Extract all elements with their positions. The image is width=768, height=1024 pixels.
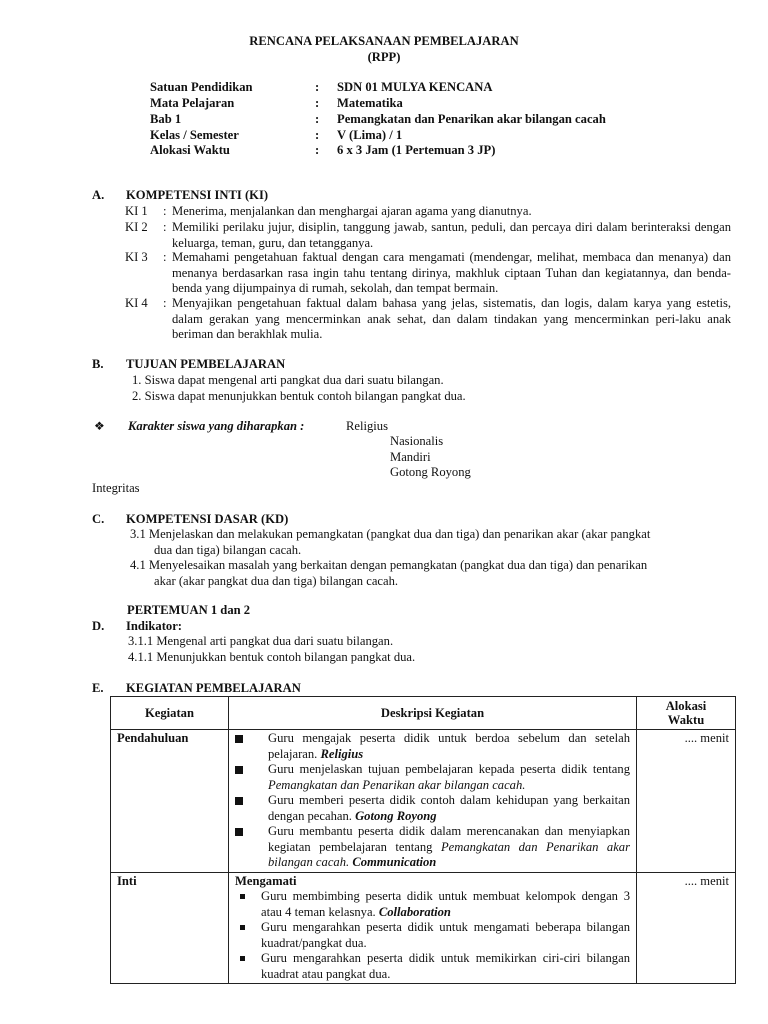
kegiatan-table bbox=[110, 696, 736, 984]
square-bullet-icon bbox=[240, 956, 245, 961]
karakter-value: Mandiri bbox=[390, 450, 431, 464]
section-letter: E. bbox=[92, 681, 104, 695]
identity-colon: : bbox=[315, 112, 320, 126]
section-title: Indikator: bbox=[126, 619, 182, 633]
item-text: Guru menjelaskan tujuan pembelajaran kepada peserta didik tentang bbox=[268, 762, 630, 776]
kd-text-cont: dua dan tiga) bilangan cacah. bbox=[154, 542, 302, 557]
identity-value: 6 x 3 Jam (1 Pertemuan 3 JP) bbox=[337, 143, 496, 157]
list-item: 3.1.1 Mengenal arti pangkat dua dari suatu bilangan. bbox=[128, 634, 394, 648]
section-letter: B. bbox=[92, 357, 104, 371]
diamond-bullet-icon: ❖ bbox=[94, 419, 105, 433]
item-text: Guru mengarahkan peserta didik untuk memikirkan ciri-ciri bilangan kuadrat atau pangkat dua. bbox=[261, 951, 630, 981]
character-tag: Collaboration bbox=[378, 904, 451, 919]
list-item bbox=[235, 731, 630, 762]
square-bullet-icon bbox=[240, 925, 245, 930]
table-header-text: Alokasi Waktu bbox=[665, 699, 707, 727]
karakter-label: Karakter siswa yang diharapkan : bbox=[128, 419, 305, 433]
page-subtitle: (RPP) bbox=[367, 50, 401, 64]
table-header-row bbox=[111, 697, 736, 730]
list-item bbox=[235, 762, 630, 793]
square-bullet-icon bbox=[235, 766, 243, 774]
item-text: Guru mengarahkan peserta didik untuk mengamati beberapa bilangan kuadrat/pangkat dua. bbox=[261, 920, 630, 950]
identity-value: Pemangkatan dan Penarikan akar bilangan cacah bbox=[337, 112, 606, 126]
table-header: Deskripsi Kegiatan bbox=[229, 697, 637, 730]
list-item bbox=[235, 920, 630, 951]
page-title: RENCANA PELAKSANAAN PEMBELAJARAN bbox=[249, 34, 519, 48]
ki-code: KI 2 bbox=[125, 220, 148, 234]
section-title: KOMPETENSI DASAR (KD) bbox=[126, 512, 289, 526]
square-bullet-icon bbox=[235, 797, 243, 805]
identity-value: Matematika bbox=[337, 96, 403, 110]
square-bullet-icon bbox=[240, 894, 245, 899]
list-item bbox=[235, 793, 630, 824]
list-item: 4.1.1 Menunjukkan bentuk contoh bilangan pangkat dua. bbox=[128, 649, 416, 664]
deskripsi-cell bbox=[229, 872, 637, 984]
kd-text: 3.1 Menjelaskan dan melakukan pemangkatan (pangkat dua dan tiga) dan penarikan akar (akar pangkat bbox=[130, 527, 651, 541]
identity-colon: : bbox=[315, 143, 320, 157]
identity-label: Alokasi Waktu bbox=[150, 143, 230, 157]
character-tag: Gotong Royong bbox=[355, 808, 437, 823]
section-title: KEGIATAN PEMBELAJARAN bbox=[126, 681, 301, 695]
ki-code: KI 4 bbox=[125, 296, 148, 310]
square-bullet-icon bbox=[235, 735, 243, 743]
ki-code: KI 1 bbox=[125, 204, 148, 218]
item-topic: Pemangkatan dan Penarikan akar bilangan cacah. bbox=[268, 839, 630, 869]
ki-text: Menyajikan pengetahuan faktual dalam bahasa yang jelas, sistematis, dan logis, dalam karya yang estetis, dalam gerakan yang mencerminkan anak sehat, dan dalam tindakan yang mencerminkan peri-laku anak beriman dan berakhlak mulia. bbox=[172, 296, 731, 341]
list-item: 1. Siswa dapat mengenal arti pangkat dua dari suatu bilangan. bbox=[132, 373, 444, 387]
karakter-value: Religius bbox=[346, 419, 388, 433]
section-letter: C. bbox=[92, 512, 105, 526]
section-title: TUJUAN PEMBELAJARAN bbox=[126, 357, 286, 371]
identity-label: Kelas / Semester bbox=[150, 128, 239, 142]
subheading: Mengamati bbox=[235, 873, 297, 888]
list-item bbox=[235, 889, 630, 920]
identity-label: Mata Pelajaran bbox=[150, 96, 235, 110]
ki-colon: : bbox=[163, 296, 167, 310]
identity-value: SDN 01 MULYA KENCANA bbox=[337, 80, 493, 94]
list-item: 2. Siswa dapat menunjukkan bentuk contoh bilangan pangkat dua. bbox=[132, 388, 466, 403]
identity-value: V (Lima) / 1 bbox=[337, 128, 403, 142]
kd-text-cont: akar (akar pangkat dua dan tiga) bilangan cacah. bbox=[154, 573, 399, 588]
deskripsi-cell bbox=[229, 730, 637, 873]
item-text: Guru memberi peserta didik contoh dalam kehidupan yang berkaitan dengan pecahan. bbox=[268, 793, 630, 823]
ki-text: Menerima, menjalankan dan menghargai ajaran agama yang dianutnya. bbox=[172, 204, 532, 218]
indikator-list bbox=[128, 634, 415, 665]
section-title: KOMPETENSI INTI (KI) bbox=[126, 188, 269, 202]
karakter-value: Nasionalis bbox=[390, 434, 444, 448]
ki-item bbox=[125, 220, 731, 251]
ki-colon: : bbox=[163, 220, 167, 234]
table-header bbox=[637, 697, 736, 730]
kegiatan-name: Pendahuluan bbox=[111, 730, 229, 873]
identity-label: Satuan Pendidikan bbox=[150, 80, 253, 94]
list-item bbox=[235, 824, 630, 871]
ki-text: Memiliki perilaku jujur, disiplin, tanggung jawab, santun, peduli, dan percaya diri dalam berinteraksi dengan keluarga, teman, guru, dan tetangganya. bbox=[172, 220, 731, 250]
pertemuan-heading: PERTEMUAN 1 dan 2 bbox=[127, 603, 251, 617]
item-text: Guru mengajak peserta didik untuk berdoa sebelum dan setelah pelajaran. bbox=[268, 731, 630, 761]
identity-colon: : bbox=[315, 96, 320, 110]
section-letter: A. bbox=[92, 188, 105, 202]
character-tag: Religius bbox=[320, 746, 364, 761]
kegiatan-name: Inti bbox=[111, 872, 229, 984]
character-tag: Communication bbox=[352, 855, 437, 869]
ki-text: Memahami pengetahuan faktual dengan cara mengamati (mendengar, melihat, membaca dan menanya) dan menanya berdasarkan rasa ingin tahu tentang dirinya, makhluk ciptaan Tuhan dan kegiatannya, dan benda-benda yang dijumpainya di rumah, sekolah, dan tempat bermain. bbox=[172, 250, 731, 295]
table-header: Kegiatan bbox=[111, 697, 229, 730]
ki-item bbox=[125, 250, 731, 297]
alokasi-waktu: .... menit bbox=[637, 872, 736, 984]
kd-text: 4.1 Menyelesaikan masalah yang berkaitan dengan pemangkatan (pangkat dua dan tiga) dan penarikan bbox=[130, 558, 648, 572]
table-row bbox=[111, 730, 736, 873]
tujuan-list bbox=[132, 373, 466, 404]
item-text: Guru membantu peserta didik dalam merencanakan dan menyiapkan kegiatan pembelajaran tentang bbox=[268, 824, 630, 854]
ki-item bbox=[125, 296, 731, 343]
section-letter: D. bbox=[92, 619, 105, 633]
kd-item bbox=[130, 527, 730, 558]
karakter-value: Gotong Royong bbox=[390, 465, 471, 479]
identity-colon: : bbox=[315, 80, 320, 94]
ki-code: KI 3 bbox=[125, 250, 148, 264]
identity-label: Bab 1 bbox=[150, 112, 182, 126]
item-topic: Pemangkatan dan Penarikan akar bilangan cacah. bbox=[268, 777, 526, 792]
table-row bbox=[111, 872, 736, 984]
item-text: Guru membimbing peserta didik untuk membuat kelompok dengan 3 atau 4 teman kelasnya. bbox=[261, 889, 630, 919]
karakter-value: Integritas bbox=[92, 481, 140, 495]
list-item bbox=[235, 951, 630, 982]
square-bullet-icon bbox=[235, 828, 243, 836]
ki-colon: : bbox=[163, 204, 167, 218]
identity-colon: : bbox=[315, 128, 320, 142]
ki-colon: : bbox=[163, 250, 167, 264]
kd-item bbox=[130, 558, 730, 589]
alokasi-waktu: .... menit bbox=[637, 730, 736, 873]
ki-item bbox=[125, 204, 731, 220]
